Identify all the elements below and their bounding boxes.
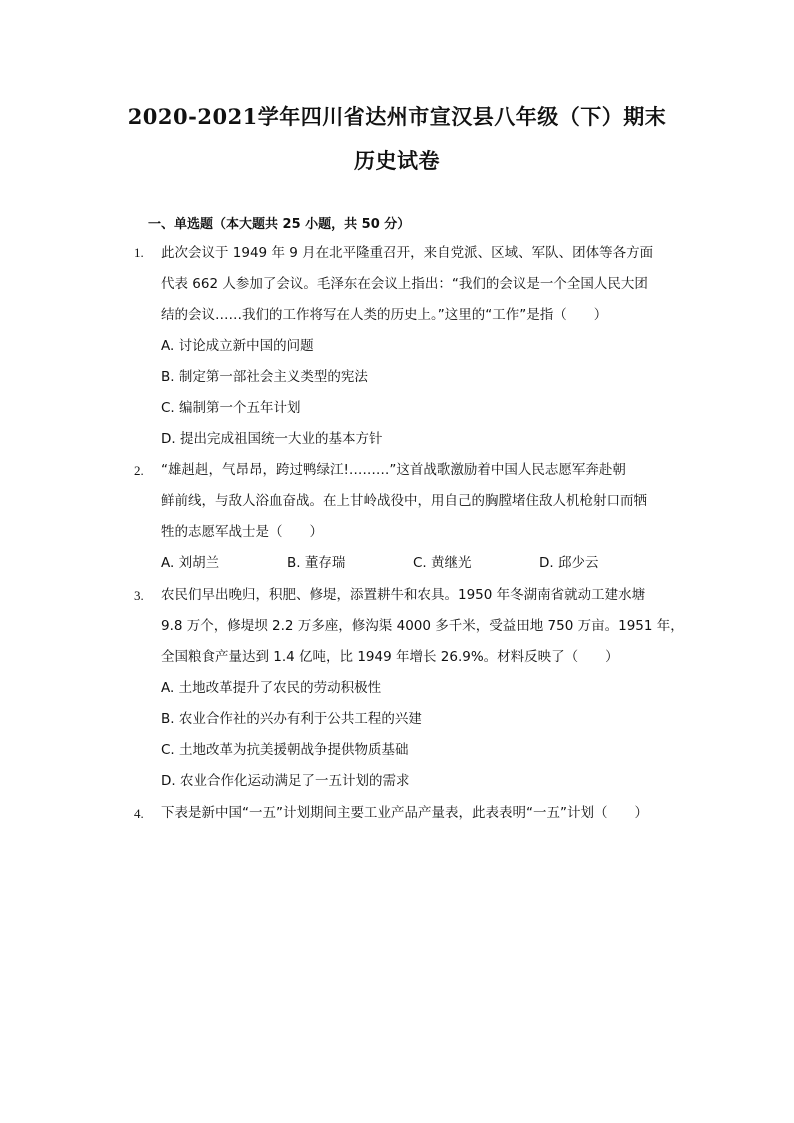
question-stem-line: 全国粮食产量达到 1.4 亿吨，比 1949 年增长 26.9%。材料反映了（ ）: [161, 649, 619, 665]
question-number: 3.: [134, 588, 144, 603]
question-number: 2.: [134, 463, 144, 478]
exam-title-line-2: 历史试卷: [354, 148, 440, 173]
option-b: B. 制定第一部社会主义类型的宪法: [161, 369, 368, 385]
option-a: A. 土地改革提升了农民的劳动积极性: [161, 680, 382, 696]
option-b: B. 董存瑞: [287, 555, 346, 571]
question-stem-line: 牲的志愿军战士是（ ）: [161, 524, 323, 540]
option-c: C. 黄继光: [413, 555, 472, 571]
question-stem-line: 鲜前线，与敌人浴血奋战。在上甘岭战役中，用自己的胸膛堵住敌人机枪射口而牺: [161, 493, 647, 509]
question-number: 4.: [134, 806, 144, 821]
option-a: A. 刘胡兰: [161, 555, 220, 571]
option-d: D. 农业合作化运动满足了一五计划的需求: [161, 773, 410, 789]
question-stem-line: 代表 662 人参加了会议。毛泽东在会议上指出：“我们的会议是一个全国人民大团: [161, 276, 648, 292]
option-b: B. 农业合作社的兴办有利于公共工程的兴建: [161, 711, 422, 727]
question-stem-line: 农民们早出晚归，积肥、修堤，添置耕牛和农具。1950 年冬湖南省就动工建水塘: [161, 587, 646, 603]
question-number: 1.: [134, 245, 144, 260]
question-stem-line: 此次会议于 1949 年 9 月在北平隆重召开，来自党派、区域、军队、团体等各方面: [161, 245, 654, 261]
question-stem-line: 结的会议……我们的工作将写在人类的历史上。”这里的“工作”是指（ ）: [161, 307, 608, 323]
exam-title-line-1: 2020-2021学年四川省达州市宣汉县八年级（下）期末: [127, 104, 667, 129]
section-heading: 一、单选题（本大题共 25 小题，共 50 分）: [148, 217, 411, 232]
option-a: A. 讨论成立新中国的问题: [161, 338, 314, 354]
question-stem-line: “雄赳赳，气昂昂，跨过鸭绿江!………”这首战歌激励着中国人民志愿军奔赴朝: [161, 462, 626, 478]
option-d: D. 邱少云: [539, 555, 599, 571]
question-stem-line: 下表是新中国“一五”计划期间主要工业产品产量表，此表表明“一五”计划（ ）: [161, 805, 648, 821]
option-c: C. 编制第一个五年计划: [161, 400, 301, 416]
option-c: C. 土地改革为抗美援朝战争提供物质基础: [161, 742, 409, 758]
option-d: D. 提出完成祖国统一大业的基本方针: [161, 431, 383, 447]
question-stem-line: 9.8 万个，修堤坝 2.2 万多座，修沟渠 4000 多千米，受益田地 750 万亩。1951 年，: [161, 618, 684, 634]
